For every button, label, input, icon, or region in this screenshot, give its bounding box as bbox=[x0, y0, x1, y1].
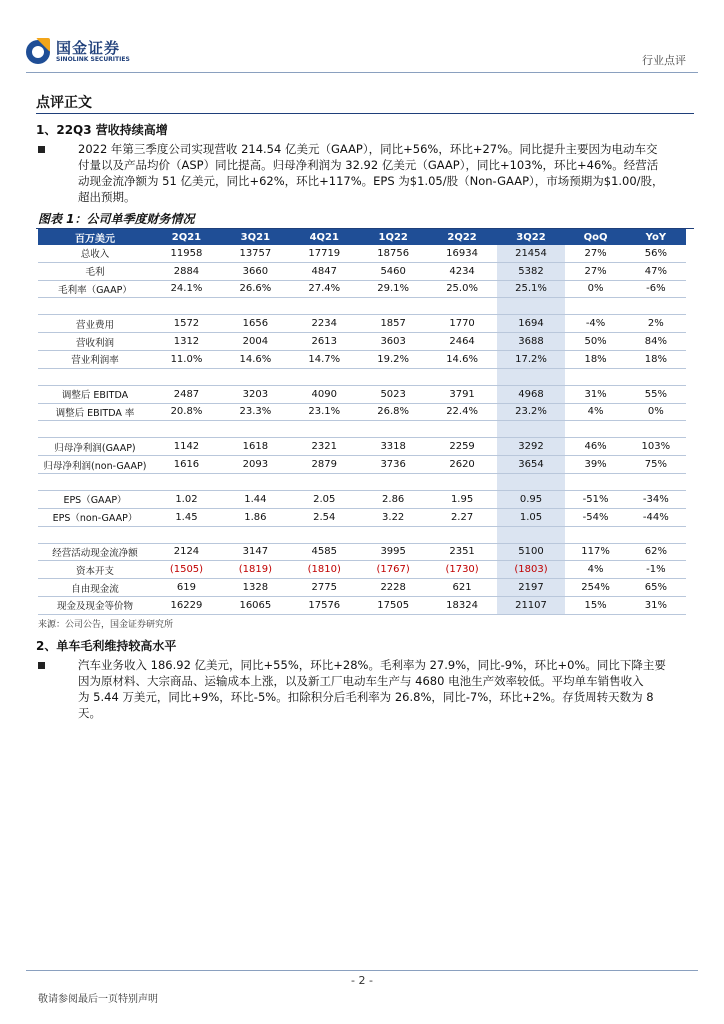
table-cell: 18% bbox=[626, 350, 686, 368]
table-cell: 254% bbox=[565, 579, 625, 597]
table-cell: -4% bbox=[565, 315, 625, 333]
spacer-cell bbox=[565, 298, 625, 315]
spacer-cell bbox=[626, 473, 686, 490]
table-cell: 0% bbox=[626, 403, 686, 421]
s1-line: 2022 年第三季度公司实现营收 214.54 亿美元（GAAP），同比+56%，环比+27%。同比提升主要因为电动车交 bbox=[78, 142, 658, 156]
table-cell: 29.1% bbox=[359, 280, 428, 298]
spacer-cell bbox=[565, 526, 625, 543]
table-cell: 2.86 bbox=[359, 490, 428, 508]
spacer-row bbox=[38, 368, 686, 385]
section-divider bbox=[36, 113, 694, 114]
spacer-cell bbox=[359, 421, 428, 438]
table-cell: 2884 bbox=[152, 262, 221, 280]
table-cell: (1505) bbox=[152, 561, 221, 579]
spacer-cell bbox=[497, 473, 566, 490]
s1-line: 动现金流净额为 51 亿美元，同比+62%，环比+117%。EPS 为$1.05/股（Non-GAAP），市场预期为$1.00/股， bbox=[78, 174, 664, 188]
table-cell: 46% bbox=[565, 438, 625, 456]
figure-source: 来源：公司公告，国金证券研究所 bbox=[38, 620, 174, 630]
table-cell: 619 bbox=[152, 579, 221, 597]
table-row bbox=[38, 561, 686, 579]
table-header-row bbox=[38, 229, 686, 245]
table-cell: 65% bbox=[626, 579, 686, 597]
row-label: 现金及现金等价物 bbox=[38, 596, 152, 614]
table-cell: 17505 bbox=[359, 596, 428, 614]
table-cell: 1618 bbox=[221, 438, 290, 456]
table-cell: 1.45 bbox=[152, 508, 221, 526]
table-cell: 2351 bbox=[428, 543, 497, 561]
table-cell: (1767) bbox=[359, 561, 428, 579]
table-cell: 0.95 bbox=[497, 490, 566, 508]
row-label: 营收利润 bbox=[38, 333, 152, 351]
spacer-cell bbox=[626, 298, 686, 315]
table-cell: 17576 bbox=[290, 596, 359, 614]
spacer-cell bbox=[565, 421, 625, 438]
row-label: 营业利润率 bbox=[38, 350, 152, 368]
table-cell: 3660 bbox=[221, 262, 290, 280]
table-cell: 1616 bbox=[152, 456, 221, 474]
spacer-cell bbox=[221, 473, 290, 490]
table-cell: 4968 bbox=[497, 385, 566, 403]
disclaimer-note: 敬请参阅最后一页特别声明 bbox=[38, 994, 158, 1005]
spacer-cell bbox=[497, 368, 566, 385]
spacer-cell bbox=[152, 368, 221, 385]
figure-title: 图表 1：公司单季度财务情况 bbox=[38, 212, 195, 226]
table-row bbox=[38, 456, 686, 474]
table-cell: 2% bbox=[626, 315, 686, 333]
spacer-cell bbox=[38, 473, 152, 490]
table-cell: 2234 bbox=[290, 315, 359, 333]
table-cell: 4585 bbox=[290, 543, 359, 561]
table-cell: 56% bbox=[626, 245, 686, 262]
footer-divider bbox=[26, 970, 698, 971]
table-cell: 0% bbox=[565, 280, 625, 298]
table-cell: 26.6% bbox=[221, 280, 290, 298]
table-cell: 22.4% bbox=[428, 403, 497, 421]
table-cell: 27.4% bbox=[290, 280, 359, 298]
table-cell: 1656 bbox=[221, 315, 290, 333]
company-logo bbox=[26, 40, 130, 64]
spacer-cell bbox=[497, 526, 566, 543]
table-cell: 2613 bbox=[290, 333, 359, 351]
table-cell: 2321 bbox=[290, 438, 359, 456]
table-cell: 15% bbox=[565, 596, 625, 614]
table-cell: 1.44 bbox=[221, 490, 290, 508]
s2-paragraph bbox=[78, 657, 694, 721]
table-cell: 24.1% bbox=[152, 280, 221, 298]
row-label: 调整后 EBITDA 率 bbox=[38, 403, 152, 421]
table-cell: 39% bbox=[565, 456, 625, 474]
table-cell: 1312 bbox=[152, 333, 221, 351]
row-label: 总收入 bbox=[38, 245, 152, 262]
spacer-cell bbox=[38, 421, 152, 438]
table-row bbox=[38, 315, 686, 333]
row-label: 归母净利润(non-GAAP) bbox=[38, 456, 152, 474]
table-cell: 4% bbox=[565, 561, 625, 579]
table-cell: 2464 bbox=[428, 333, 497, 351]
table-cell: 3688 bbox=[497, 333, 566, 351]
spacer-cell bbox=[626, 368, 686, 385]
table-cell: 2.05 bbox=[290, 490, 359, 508]
row-label: EPS（non-GAAP） bbox=[38, 508, 152, 526]
spacer-cell bbox=[626, 526, 686, 543]
table-cell: 621 bbox=[428, 579, 497, 597]
bullet-icon bbox=[38, 146, 45, 153]
spacer-cell bbox=[290, 368, 359, 385]
table-cell: 1572 bbox=[152, 315, 221, 333]
table-cell: 25.0% bbox=[428, 280, 497, 298]
row-label: 调整后 EBITDA bbox=[38, 385, 152, 403]
spacer-row bbox=[38, 473, 686, 490]
table-cell: 14.6% bbox=[428, 350, 497, 368]
table-cell: -34% bbox=[626, 490, 686, 508]
spacer-cell bbox=[290, 421, 359, 438]
spacer-row bbox=[38, 526, 686, 543]
table-cell: 13757 bbox=[221, 245, 290, 262]
table-row bbox=[38, 262, 686, 280]
column-header: QoQ bbox=[565, 229, 625, 245]
s2-line: 为 5.44 万美元，同比+9%，环比-5%。扣除积分后毛利率为 26.8%，同比-7%，环比+2%。存货周转天数为 8 bbox=[78, 690, 654, 704]
spacer-cell bbox=[626, 421, 686, 438]
table-cell: 50% bbox=[565, 333, 625, 351]
table-cell: -44% bbox=[626, 508, 686, 526]
s2-line: 因为原材料、大宗商品、运输成本上涨，以及新工厂电动车生产与 4680 电池生产效率较低。平均单车销售收入 bbox=[78, 674, 644, 688]
table-cell: 2228 bbox=[359, 579, 428, 597]
table-cell: 17.2% bbox=[497, 350, 566, 368]
table-row bbox=[38, 543, 686, 561]
column-header: 3Q21 bbox=[221, 229, 290, 245]
table-row bbox=[38, 245, 686, 262]
spacer-cell bbox=[428, 421, 497, 438]
table-cell: 2124 bbox=[152, 543, 221, 561]
table-cell: 21454 bbox=[497, 245, 566, 262]
spacer-cell bbox=[565, 473, 625, 490]
table-cell: 1.86 bbox=[221, 508, 290, 526]
table-cell: 2775 bbox=[290, 579, 359, 597]
table-row bbox=[38, 490, 686, 508]
table-cell: 3.22 bbox=[359, 508, 428, 526]
table-cell: 23.1% bbox=[290, 403, 359, 421]
table-cell: 1857 bbox=[359, 315, 428, 333]
table-cell: 2.27 bbox=[428, 508, 497, 526]
table-cell: 3791 bbox=[428, 385, 497, 403]
table-row bbox=[38, 280, 686, 298]
s1-line: 超出预期。 bbox=[78, 190, 136, 204]
table-cell: 4% bbox=[565, 403, 625, 421]
table-cell: 2004 bbox=[221, 333, 290, 351]
spacer-cell bbox=[428, 368, 497, 385]
bullet-icon bbox=[38, 662, 45, 669]
spacer-row bbox=[38, 298, 686, 315]
logo-mark-icon bbox=[26, 40, 50, 64]
table-cell: 21107 bbox=[497, 596, 566, 614]
spacer-cell bbox=[38, 368, 152, 385]
spacer-cell bbox=[290, 298, 359, 315]
table-cell: 18324 bbox=[428, 596, 497, 614]
table-cell: 4847 bbox=[290, 262, 359, 280]
table-cell: -1% bbox=[626, 561, 686, 579]
row-label: 归母净利润(GAAP) bbox=[38, 438, 152, 456]
spacer-cell bbox=[152, 298, 221, 315]
section-title: 点评正文 bbox=[36, 95, 92, 111]
table-cell: 3318 bbox=[359, 438, 428, 456]
s1-heading: 1、22Q3 营收持续高增 bbox=[36, 123, 168, 137]
column-header: 百万美元 bbox=[38, 229, 152, 245]
table-cell: 18756 bbox=[359, 245, 428, 262]
table-cell: 5382 bbox=[497, 262, 566, 280]
table-row bbox=[38, 333, 686, 351]
table-cell: (1819) bbox=[221, 561, 290, 579]
table-row bbox=[38, 350, 686, 368]
table-cell: 1.95 bbox=[428, 490, 497, 508]
row-label: 营业费用 bbox=[38, 315, 152, 333]
table-cell: 62% bbox=[626, 543, 686, 561]
table-cell: 3995 bbox=[359, 543, 428, 561]
logo-name-en: SINOLINK SECURITIES bbox=[56, 56, 130, 63]
table-cell: 1142 bbox=[152, 438, 221, 456]
table-cell: 75% bbox=[626, 456, 686, 474]
table-cell: 2259 bbox=[428, 438, 497, 456]
table-cell: 3292 bbox=[497, 438, 566, 456]
table-cell: 55% bbox=[626, 385, 686, 403]
logo-name-cn: 国金证券 bbox=[56, 39, 121, 57]
column-header: 2Q22 bbox=[428, 229, 497, 245]
table-cell: 1.05 bbox=[497, 508, 566, 526]
header-divider bbox=[26, 72, 698, 73]
table-cell: 3654 bbox=[497, 456, 566, 474]
row-label: 自由现金流 bbox=[38, 579, 152, 597]
document-type: 行业点评 bbox=[642, 54, 686, 67]
table-row bbox=[38, 596, 686, 614]
table-cell: 2620 bbox=[428, 456, 497, 474]
table-cell: 16065 bbox=[221, 596, 290, 614]
table-cell: 103% bbox=[626, 438, 686, 456]
s2-heading: 2、单车毛利维持较高水平 bbox=[36, 639, 177, 653]
spacer-cell bbox=[359, 526, 428, 543]
spacer-cell bbox=[290, 473, 359, 490]
table-cell: 25.1% bbox=[497, 280, 566, 298]
spacer-cell bbox=[221, 298, 290, 315]
table-cell: 4234 bbox=[428, 262, 497, 280]
spacer-cell bbox=[359, 298, 428, 315]
table-row bbox=[38, 403, 686, 421]
table-cell: 84% bbox=[626, 333, 686, 351]
row-label: 毛利率（GAAP） bbox=[38, 280, 152, 298]
table-row bbox=[38, 438, 686, 456]
table-row bbox=[38, 508, 686, 526]
column-header: 3Q22 bbox=[497, 229, 566, 245]
spacer-cell bbox=[497, 421, 566, 438]
table-cell: 26.8% bbox=[359, 403, 428, 421]
page-number: - 2 - bbox=[351, 974, 373, 987]
spacer-cell bbox=[152, 526, 221, 543]
table-cell: 27% bbox=[565, 245, 625, 262]
table-cell: 23.3% bbox=[221, 403, 290, 421]
table-cell: 2093 bbox=[221, 456, 290, 474]
table-cell: -54% bbox=[565, 508, 625, 526]
table-cell: 23.2% bbox=[497, 403, 566, 421]
table-cell: 31% bbox=[626, 596, 686, 614]
row-label: EPS（GAAP） bbox=[38, 490, 152, 508]
spacer-cell bbox=[221, 526, 290, 543]
table-cell: (1810) bbox=[290, 561, 359, 579]
column-header: 4Q21 bbox=[290, 229, 359, 245]
spacer-cell bbox=[565, 368, 625, 385]
column-header: 2Q21 bbox=[152, 229, 221, 245]
table-cell: 2.54 bbox=[290, 508, 359, 526]
table-cell: 18% bbox=[565, 350, 625, 368]
table-cell: 11.0% bbox=[152, 350, 221, 368]
table-cell: 3203 bbox=[221, 385, 290, 403]
spacer-cell bbox=[359, 473, 428, 490]
table-cell: 19.2% bbox=[359, 350, 428, 368]
row-label: 资本开支 bbox=[38, 561, 152, 579]
table-cell: -6% bbox=[626, 280, 686, 298]
row-label: 经营活动现金流净额 bbox=[38, 543, 152, 561]
s1-paragraph bbox=[78, 141, 694, 205]
spacer-row bbox=[38, 421, 686, 438]
table-cell: 2197 bbox=[497, 579, 566, 597]
table-cell: 3147 bbox=[221, 543, 290, 561]
table-cell: 4090 bbox=[290, 385, 359, 403]
spacer-cell bbox=[497, 298, 566, 315]
table-cell: 20.8% bbox=[152, 403, 221, 421]
spacer-cell bbox=[428, 526, 497, 543]
table-cell: 5023 bbox=[359, 385, 428, 403]
table-cell: (1803) bbox=[497, 561, 566, 579]
spacer-cell bbox=[359, 368, 428, 385]
s2-line: 天。 bbox=[78, 706, 101, 720]
table-cell: 1.02 bbox=[152, 490, 221, 508]
table-cell: 14.7% bbox=[290, 350, 359, 368]
table-row bbox=[38, 385, 686, 403]
table-cell: 47% bbox=[626, 262, 686, 280]
financial-table bbox=[38, 229, 686, 615]
table-cell: 5460 bbox=[359, 262, 428, 280]
table-cell: 16229 bbox=[152, 596, 221, 614]
column-header: YoY bbox=[626, 229, 686, 245]
spacer-cell bbox=[221, 421, 290, 438]
row-label: 毛利 bbox=[38, 262, 152, 280]
spacer-cell bbox=[38, 298, 152, 315]
table-cell: -51% bbox=[565, 490, 625, 508]
table-cell: 2487 bbox=[152, 385, 221, 403]
spacer-cell bbox=[221, 368, 290, 385]
table-cell: 5100 bbox=[497, 543, 566, 561]
table-row bbox=[38, 579, 686, 597]
table-cell: 1770 bbox=[428, 315, 497, 333]
column-header: 1Q22 bbox=[359, 229, 428, 245]
spacer-cell bbox=[428, 473, 497, 490]
s1-line: 付量以及产品均价（ASP）同比提高。归母净利润为 32.92 亿美元（GAAP），同比+103%，环比+46%。经营活 bbox=[78, 158, 659, 172]
spacer-cell bbox=[290, 526, 359, 543]
table-cell: 27% bbox=[565, 262, 625, 280]
table-cell: 31% bbox=[565, 385, 625, 403]
table-cell: 16934 bbox=[428, 245, 497, 262]
s2-line: 汽车业务收入 186.92 亿美元，同比+55%，环比+28%。毛利率为 27.9%，同比-9%，环比+0%。同比下降主要 bbox=[78, 658, 666, 672]
spacer-cell bbox=[152, 421, 221, 438]
table-cell: 1694 bbox=[497, 315, 566, 333]
table-cell: 11958 bbox=[152, 245, 221, 262]
table-cell: 3736 bbox=[359, 456, 428, 474]
spacer-cell bbox=[38, 526, 152, 543]
table-cell: (1730) bbox=[428, 561, 497, 579]
spacer-cell bbox=[152, 473, 221, 490]
table-cell: 2879 bbox=[290, 456, 359, 474]
table-cell: 117% bbox=[565, 543, 625, 561]
spacer-cell bbox=[428, 298, 497, 315]
table-cell: 3603 bbox=[359, 333, 428, 351]
table-cell: 17719 bbox=[290, 245, 359, 262]
table-cell: 1328 bbox=[221, 579, 290, 597]
table-cell: 14.6% bbox=[221, 350, 290, 368]
